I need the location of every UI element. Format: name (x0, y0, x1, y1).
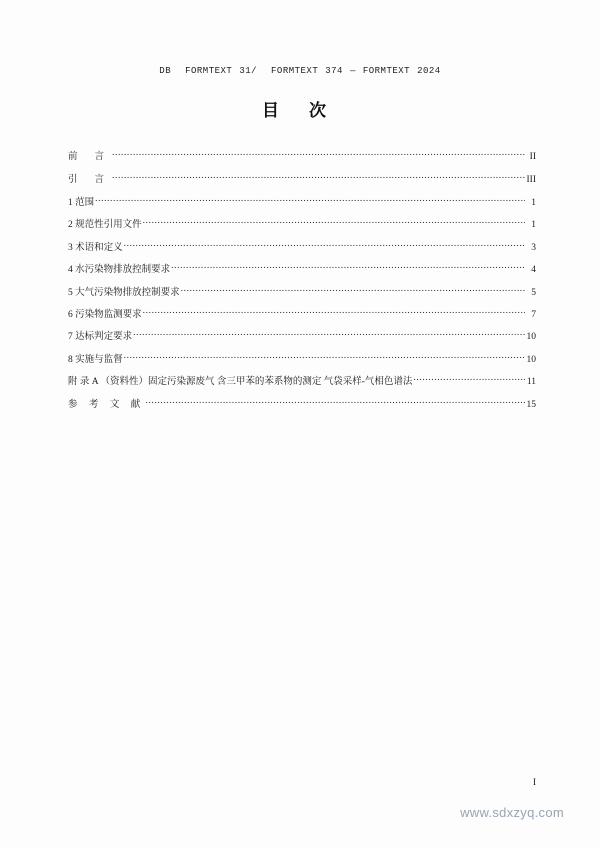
toc-entry-label: 参 考 文 献 (68, 398, 145, 410)
toc-entry-label: 1 范围 (68, 198, 95, 208)
toc-entry-page: 7 (531, 309, 536, 320)
toc-entry-scope[interactable] (68, 194, 536, 208)
toc-entry-normative-references[interactable] (68, 216, 536, 230)
toc-entry-page: 15 (526, 399, 536, 410)
toc-entry-references[interactable] (68, 396, 536, 410)
toc-entry-page: 5 (531, 287, 536, 298)
toc-leader-dots (171, 262, 525, 272)
toc-entry-page: 10 (526, 332, 536, 343)
toc-entry-label: 4 水污染物排放控制要求 (68, 265, 171, 276)
toc-entry-label: 2 规范性引用文件 (68, 220, 142, 231)
toc-entry-appendix-a[interactable] (68, 373, 536, 387)
header-code1: FORMTEXT (185, 66, 233, 76)
table-of-contents (68, 148, 536, 418)
toc-leader-dots (133, 329, 525, 339)
toc-leader-dots (112, 172, 525, 182)
toc-leader-dots (181, 285, 525, 295)
toc-entry-label: 3 术语和定义 (68, 242, 123, 253)
toc-leader-dots (143, 307, 525, 317)
toc-entry-label: 附 录 A （资料性）固定污染源废气 含三甲苯的苯系物的测定 气袋采样-气相色谱法 (68, 377, 413, 388)
toc-entry-label: 5 大气污染物排放控制要求 (68, 287, 180, 298)
page-title: 目 次 (262, 101, 338, 121)
toc-entry-implementation[interactable] (68, 351, 536, 365)
page-header (0, 66, 600, 76)
header-number: 374 (325, 66, 343, 76)
toc-entry-label: 6 污染物监测要求 (68, 309, 142, 320)
toc-entry-page: 4 (531, 265, 536, 276)
toc-entry-page: 3 (531, 242, 536, 253)
toc-entry-label: 8 实施与监督 (68, 354, 123, 365)
toc-entry-label: 7 达标判定要求 (68, 332, 133, 343)
toc-entry-monitoring[interactable] (68, 306, 536, 320)
page-number: I (532, 778, 536, 788)
toc-leader-dots (124, 352, 525, 362)
toc-entry-air-pollutant-control[interactable] (68, 284, 536, 298)
toc-leader-dots (95, 195, 525, 205)
toc-entry-introduction[interactable] (68, 171, 536, 185)
header-code4: FORMTEXT (362, 66, 411, 76)
toc-entry-water-pollutant-control[interactable] (68, 261, 536, 275)
toc-entry-page: II (529, 152, 536, 162)
watermark: www.sdxzyq.com (460, 805, 564, 820)
header-year: 2024 (417, 66, 441, 76)
header-code2: 31/ (239, 66, 258, 76)
toc-entry-preface[interactable] (68, 148, 536, 162)
toc-leader-dots (112, 149, 525, 159)
toc-entry-page: 11 (526, 377, 536, 388)
toc-entry-label: 前 言 (68, 151, 112, 162)
header-prefix: DB (159, 66, 172, 76)
toc-entry-terms[interactable] (68, 239, 536, 253)
header-code3: FORMTEXT (271, 66, 319, 76)
toc-entry-page: III (526, 175, 536, 185)
toc-leader-dots (143, 217, 525, 227)
toc-leader-dots (124, 240, 525, 250)
toc-entry-page: 10 (526, 354, 536, 365)
toc-entry-page: 1 (531, 220, 536, 231)
toc-entry-compliance[interactable] (68, 328, 536, 342)
toc-entry-page: 1 (531, 198, 536, 208)
toc-leader-dots (145, 397, 525, 407)
toc-entry-label: 引 言 (68, 174, 112, 185)
toc-leader-dots (413, 374, 525, 384)
header-dash: — (349, 66, 356, 76)
